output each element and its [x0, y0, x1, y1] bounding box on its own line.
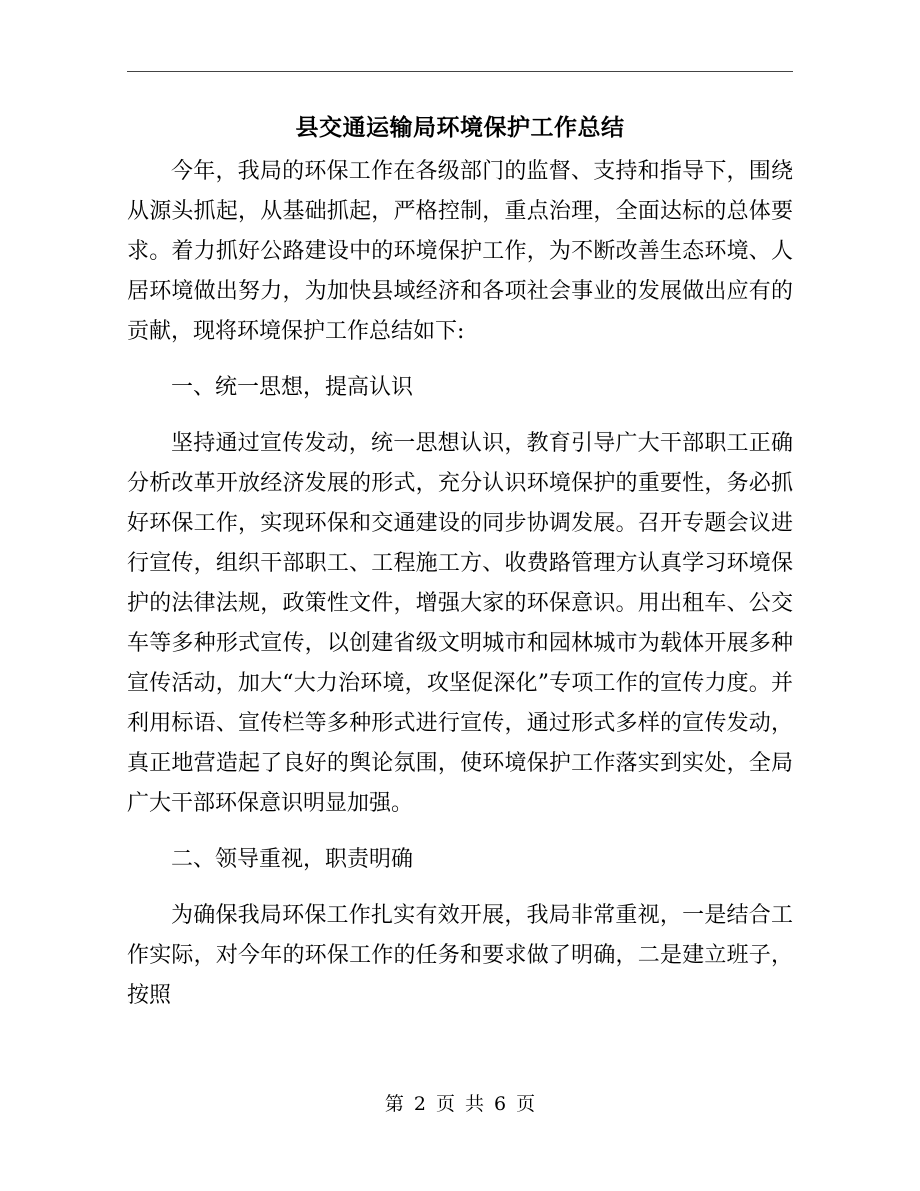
section-heading-2: 二、领导重视，职责明确	[171, 847, 414, 872]
section-2-paragraph: 为确保我局环保工作扎实有效开展，我局非常重视，一是结合工作实际，对今年的环保工作的任务和要求做了明确，二是建立班子，按照	[127, 903, 793, 1008]
section-1-paragraph: 坚持通过宣传发动，统一思想认识，教育引导广大干部职工正确分析改革开放经济发展的形式，充分认识环境保护的重要性，务必抓好环保工作，实现环保和交通建设的同步协调发展。召开专题会议进行宣传，组织干部职工、工程施工方、收费路管理方认真学习环境保护的法律法规，政策性文件，增强大家的环保意识。用出租车、公交车等多种形式宣传，以创建省级文明城市和园林城市为载体开展多种宣传活动，加大“大力治环境，攻坚促深化”专项工作的宣传力度。并利用标语、宣传栏等多种形式进行宣传，通过形式多样的宣传发动，真正地营造起了良好的舆论氛围，使环境保护工作落实到实处，全局广大干部环保意识明显加强。	[127, 431, 793, 816]
section-heading-1: 一、统一思想，提高认识	[171, 375, 414, 400]
document-body	[127, 152, 793, 1032]
intro-paragraph: 今年，我局的环保工作在各级部门的监督、支持和指导下，围绕从源头抓起，从基础抓起，严格控制，重点治理，全面达标的总体要求。着力抓好公路建设中的环境保护工作，为不断改善生态环境、人居环境做出努力，为加快县域经济和各项社会事业的发展做出应有的贡献，现将环境保护工作总结如下:	[127, 159, 793, 344]
header-rule	[127, 71, 793, 72]
document-title: 县交通运输局环境保护工作总结	[295, 115, 625, 141]
page-number-footer: 第 2 页 共 6 页	[384, 1093, 536, 1115]
